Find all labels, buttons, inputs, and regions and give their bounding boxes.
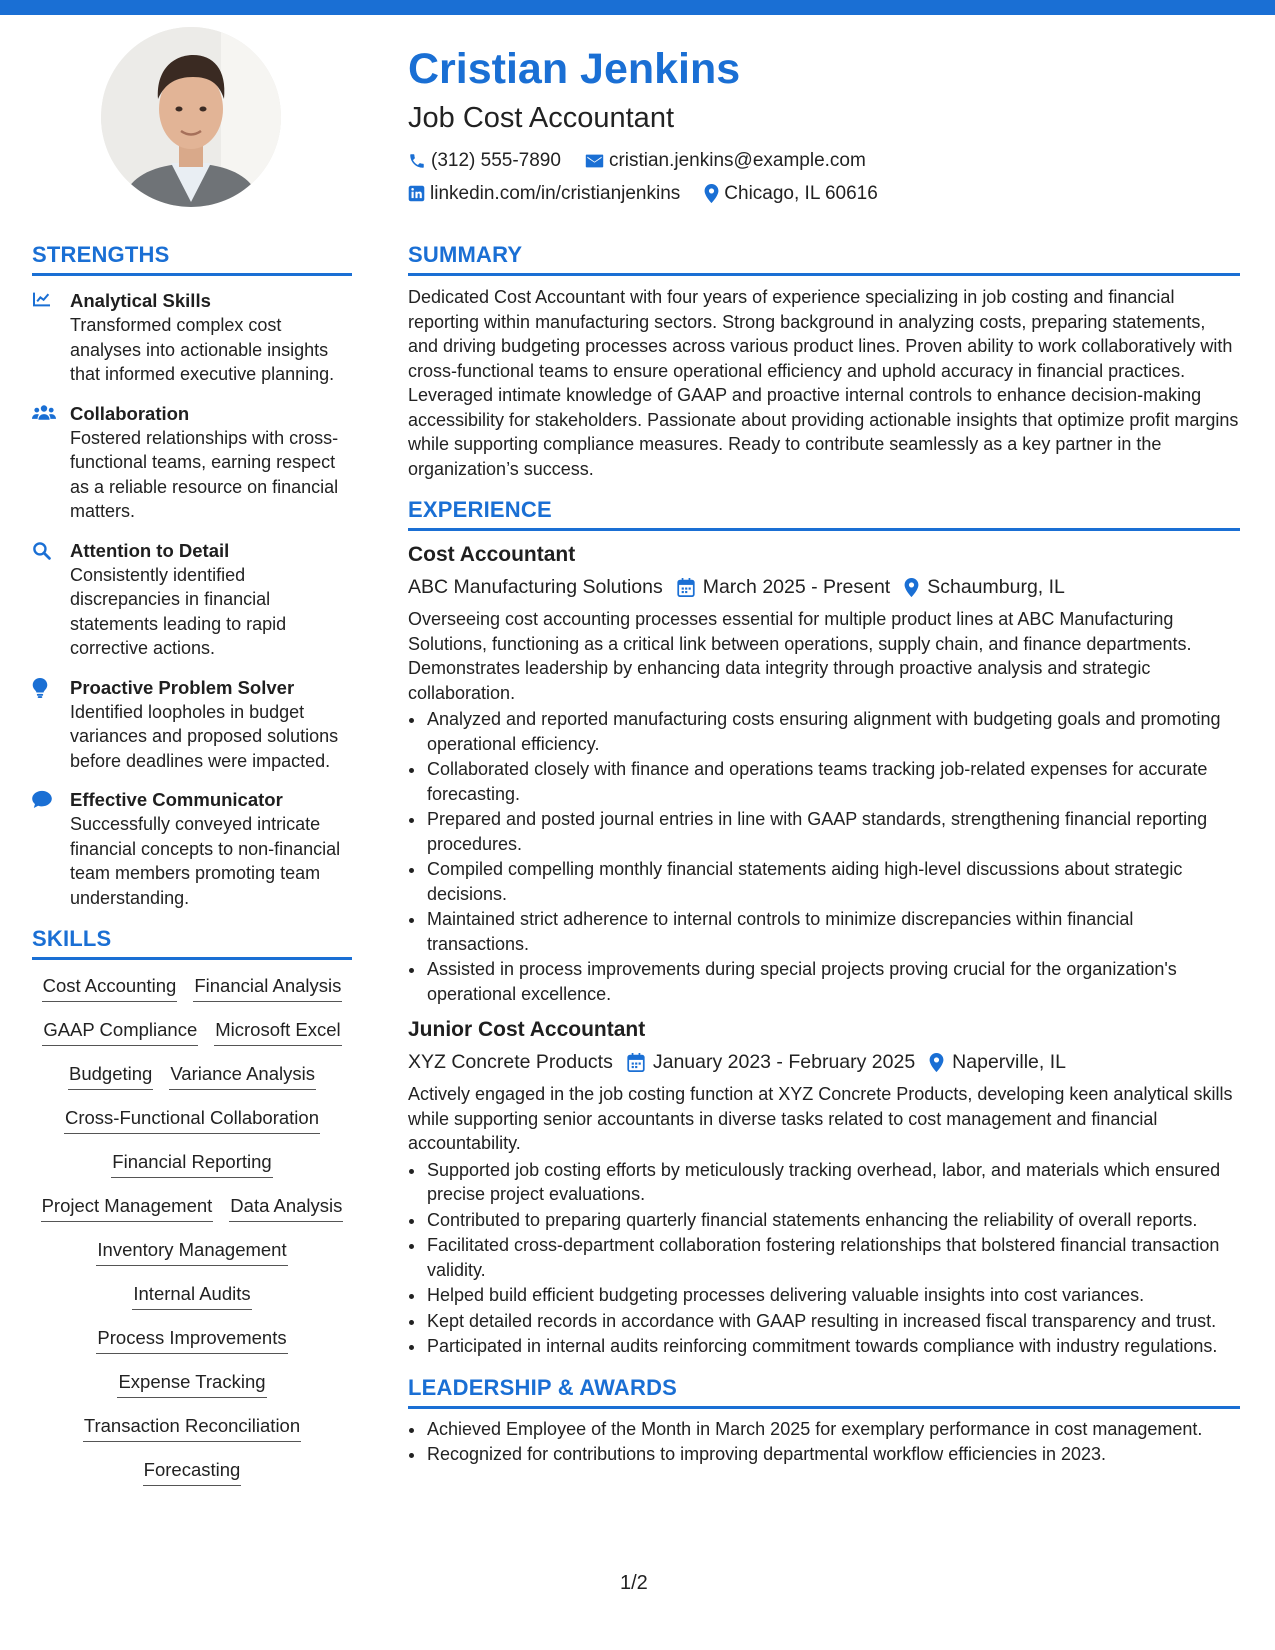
phone-text[interactable]: (312) 555-7890 [431,149,561,171]
job-company [408,576,663,599]
bullet-item: • Supported job costing efforts by meticulously tracking overhead, labor, and materials which ensured precise project evaluations. [426,1158,1240,1207]
email-contact [585,150,866,172]
strengths-heading: STRENGTHS [32,242,170,267]
strength-item [32,675,352,774]
date-range: March 2025 - Present [702,575,891,598]
email-text[interactable]: cristian.jenkins@example.com [608,149,866,171]
skill-tag: Transaction Reconciliation [83,1414,301,1442]
skill-tag: Internal Audits [132,1282,251,1310]
search-icon [32,541,51,560]
phone-icon [408,152,426,170]
envelope-icon [585,153,604,169]
candidate-title: Job Cost Accountant [408,102,674,134]
chat-icon [32,790,52,808]
linkedin-icon [408,185,425,202]
job-location [929,1051,1066,1074]
bullet-item: • Kept detailed records in accordance with GAAP resulting in increased fiscal transparency and trust. [426,1309,1240,1334]
job-company [408,1051,613,1074]
strength-item [32,401,352,524]
job-bullets [408,1158,1240,1359]
job-meta [408,571,1240,603]
calendar-icon [677,578,695,597]
candidate-name: Cristian Jenkins [408,45,741,93]
top-accent-bar [0,0,1275,15]
summary-heading: SUMMARY [408,242,523,267]
bullet-item: • Assisted in process improvements during special projects proving crucial for the organization's operational excellence. [426,957,1240,1006]
bullet-item: • Contributed to preparing quarterly financial statements enhancing the reliability of overall reports. [426,1208,1240,1233]
bullet-item: • Facilitated cross-department collaboration fostering relationships that bolstered financial transaction validity. [426,1233,1240,1282]
job-description: Overseeing cost accounting processes essential for multiple product lines at ABC Manufacturing Solutions, functioning as a critical link between operations, supply chain, and finance departments. Demonstrates leadership by enhancing data integrity through proactive analysis and strategic collaboration. [408,609,1192,703]
strengths-list [32,288,352,910]
users-icon [32,404,56,421]
skills-section [32,924,352,1502]
portrait-image [101,27,281,207]
bullet-item: • Helped build efficient budgeting processes delivering valuable insights into cost variances. [426,1283,1240,1308]
contact-row-1 [408,144,1238,177]
location-contact [704,183,878,205]
left-column [32,240,352,1502]
skill-tag: Variance Analysis [169,1062,316,1090]
skill-tag: Project Management [41,1194,214,1222]
awards-list [408,1417,1240,1467]
strength-title: Attention to Detail [70,539,230,561]
location-name: Schaumburg, IL [927,575,1065,598]
section-divider [32,957,352,960]
contact-row-2 [408,177,1238,210]
strength-item [32,538,352,661]
job-description: Actively engaged in the job costing function at XYZ Concrete Products, developing keen analytical skills while supporting senior accountants in diverse tasks related to cost management and financial accountability. [408,1084,1233,1153]
resume-header [408,40,1238,210]
skills-list [32,974,352,1502]
job-entry [408,541,1240,1006]
map-pin-icon [904,578,919,597]
skill-tag: Microsoft Excel [214,1018,341,1046]
bullet-item: • Prepared and posted journal entries in line with GAAP standards, strengthening financial reporting procedures. [426,807,1240,856]
company-name: ABC Manufacturing Solutions [408,575,663,598]
job-meta [408,1046,1240,1078]
location-name: Naperville, IL [952,1050,1066,1073]
phone-contact [408,150,561,172]
skill-tag: Cost Accounting [42,974,178,1002]
skill-tag: Inventory Management [96,1238,287,1266]
awards-heading: LEADERSHIP & AWARDS [408,1374,678,1400]
map-pin-icon [929,1053,944,1072]
skill-tag: Data Analysis [229,1194,343,1222]
summary-text: Dedicated Cost Accountant with four years of experience specializing in job costing and financial reporting within manufacturing sectors. Strong background in analyzing costs, preparing statements, and driving budgeting processes across various product lines. Proven ability to work collaboratively with cross-functional teams to ensure operational efficiency and uphold accuracy in financial practices. Leveraged intimate knowledge of GAAP and proactive internal controls to enhance decision-making accessibility for stakeholders. Passionate about providing actionable insights that optimize profit margins while supporting compliance measures. Ready to contribute seamlessly as a key partner in the organization’s success. [408,287,1239,479]
awards-section [408,1373,1240,1467]
section-divider [408,273,1240,276]
job-dates [677,576,891,599]
strength-desc: Transformed complex cost analyses into actionable insights that informed executive planning. [70,315,335,384]
linkedin-text[interactable]: linkedin.com/in/cristianjenkins [430,182,681,204]
strength-title: Collaboration [70,402,190,424]
skill-tag: Process Improvements [96,1326,287,1354]
strength-desc: Successfully conveyed intricate financial concepts to non-financial team members promoting team understanding. [70,814,341,908]
job-location [904,576,1065,599]
strength-title: Effective Communicator [70,789,283,810]
skill-tag: Budgeting [68,1062,153,1090]
skill-tag: Expense Tracking [117,1370,266,1398]
strength-item [32,787,352,910]
strength-title: Proactive Problem Solver [70,676,295,698]
strength-desc: Identified loopholes in budget variances and proposed solutions before deadlines were impacted. [70,701,339,771]
skill-tag: Cross-Functional Collaboration [64,1106,320,1134]
right-column [408,240,1240,1468]
chart-line-icon [32,291,52,307]
strength-item [32,288,352,387]
skill-tag: Financial Analysis [193,974,342,1002]
lightbulb-icon [32,678,48,698]
section-divider [32,273,352,276]
bullet-item: • Analyzed and reported manufacturing costs ensuring alignment with budgeting goals and promoting operational efficiency. [426,707,1240,756]
skill-tag: GAAP Compliance [42,1018,198,1046]
experience-section [408,495,1240,1359]
strengths-section [32,240,352,910]
calendar-icon [627,1053,645,1072]
section-divider [408,1406,1240,1409]
strength-desc: Consistently identified discrepancies in financial statements leading to rapid corrective actions. [70,564,287,658]
strength-title: Analytical Skills [70,290,211,311]
skill-tag: Financial Reporting [111,1150,272,1178]
location-text: Chicago, IL 60616 [724,182,878,204]
experience-heading: EXPERIENCE [408,497,552,522]
job-title: Junior Cost Accountant [408,1018,646,1041]
skill-tag: Forecasting [143,1458,242,1486]
skills-heading: SKILLS [32,926,112,951]
linkedin-contact [408,183,680,205]
job-title: Cost Accountant [408,543,576,566]
job-entry [408,1016,1240,1359]
strength-desc: Fostered relationships with cross-functional teams, earning respect as a reliable resource on financial matters. [70,427,339,521]
award-item: • Achieved Employee of the Month in March 2025 for exemplary performance in cost management. [426,1417,1240,1442]
job-bullets [408,707,1240,1006]
award-item: • Recognized for contributions to improving departmental workflow efficiencies in 2023. [426,1442,1240,1467]
map-pin-icon [704,184,719,203]
bullet-item: • Participated in internal audits reinforcing commitment towards compliance with industry regulations. [426,1334,1240,1359]
bullet-item: • Compiled compelling monthly financial statements aiding high-level discussions about strategic decisions. [426,857,1240,906]
date-range: January 2023 - February 2025 [652,1050,916,1073]
profile-photo [101,27,281,207]
bullet-item: • Maintained strict adherence to internal controls to minimize discrepancies within financial transactions. [426,907,1240,956]
company-name: XYZ Concrete Products [408,1050,613,1073]
job-dates [627,1051,915,1074]
page-number: 1/2 [620,1572,648,1594]
summary-section [408,240,1240,481]
bullet-item: • Collaborated closely with finance and operations teams tracking job-related expenses for accurate forecasting. [426,757,1240,806]
section-divider [408,528,1240,531]
